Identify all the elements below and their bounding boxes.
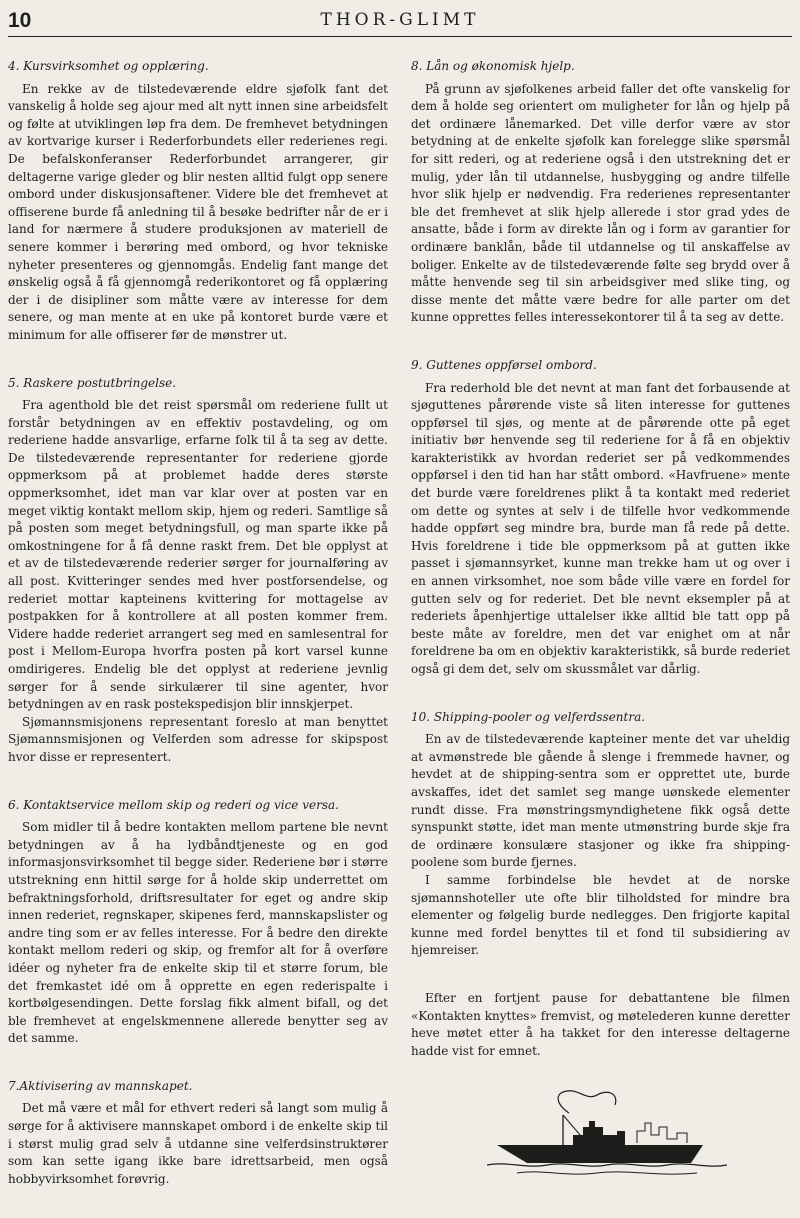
paragraph: En av de tilstedeværende kapteiner mente det var uheldig at avmønstrede ble gående å slenge i fremmede havner, og hevdet at de shipping-sentra som er opprettet ute, burde avskaffes, idet det samlet seg mange uønskede elementer rundt disse. Fra mønstringsmyndighetene fikk også dette synspunkt støtte, idet man mente utmønstring burde skje fra de ordinære konsulære stasjoner og ikke fra shipping-poolene som burde fjernes. [411,732,790,870]
page-header [8,6,792,37]
page-number: 10 [8,9,32,32]
paragraph: På grunn av sjøfolkenes arbeid faller det ofte vanskelig for dem å holde seg orientert om muligheter for lån og hjelp på det ordinære lånemarked. Det ville derfor være av stor betydning at de enkelte sjøfolk kan forelegge slike spørsmål for sitt rederi, og at rederiene også i den utstrekning det er mulig, yder lån til utdannelse, husbygging og andre tilfelle hvor slik hjelp er nødvendig. Fra rederienes representanter ble det fremhevet at slik hjelp allerede i stor grad ydes de ansatte, både i form av direkte lån og i form av garantier for ordinære banklån, både til utdannelse og til anskaffelse av boliger. Enkelte av de tilstedeværende følte seg brydd over å måtte henvende seg til sin arbeidsgiver med slike ting, og disse mente det måtte være bedre for alle parter om det kunne opprettes felles interessekontorer til å ta seg av dette. [411,81,790,325]
section-heading: 4. Kursvirksomhet og opplæring. [8,59,209,73]
section-heading: 10. Shipping-pooler og velferdssentra. [411,709,646,724]
paragraph: Sjømannsmisjonens representant foreslo at man benyttet Sjømannsmisjonen og Velferden som adresse for skipspost hvor disse er representert. [8,714,388,764]
paragraph: Som midler til å bedre kontakten mellom partene ble nevnt betydningen av å ha lydbåndtjeneste og en god informasjonsvirksomhet til begge sider. Rederiene bør i større utstrekning enn hittil sørge for å holde skip underrettet om befraktningsforhold, driftsresultater for eget og andre skip innen rederiet, regnskaper, skipenes ferd, mannskapslister og andre ting som er av felles interesse. For å bedre den direkte kontakt mellom rederi og skip, og fremfor alt for å overføre idéer og nyheter fra de enkelte skip til et større forum, ble det fremkastet idé om å opprette en egen rederispalte i kortbølgesendingen. Dette forslag fikk alment bifall, og det ble fremhevet at engelskmennene allerede benytter seg av det samme. [8,820,388,1046]
right-column [411,58,790,1090]
section-kursvirksomhet [8,58,388,345]
section-heading: 5. Raskere postutbringelse. [8,375,177,390]
section-laan [411,58,790,327]
section-postutbringelse [8,375,388,767]
paragraph: I samme forbindelse ble hevdet at de norske sjømannshoteller ute ofte blir tilholdsted for mindre bra elementer og følgelig burde nedlegges. Den frigjorte kapital kunne med fordel benyttes til et fond til subsidiering av hjemreiser. [411,872,790,958]
ship-illustration-icon [487,1083,727,1183]
journal-title: THOR-GLIMT [320,10,480,30]
section-guttenes-oppforsel [411,357,790,679]
paragraph: En rekke av de tilstedeværende eldre sjøfolk fant det vanskelig å holde seg ajour med alt nytt innen sine arbeidsfelt og følte at utviklingen løp fra dem. De fremhevet betydningen av kortvarige kurser i Rederforbundets eller rederienes regi. De befalskonferanser Rederforbundet arrangerer, gir deltagerne varige gleder og blir nesten alltid fulgt opp senere ombord under diskusjonsaftener. Videre ble det fremhevet at offiserene burde få anledning til å besøke bedrifter når de er i land for nærmere å studere produksjonen av materiell de senere kommer i berøring med ombord, og hvor tekniske nyheter presenteres og gjennomgås. Endelig fant mange det ønskelig også å få gjennomgå rederikontoret og få opplæring der i de disipliner som måtte være av interesse for dem senere, og man mente at en uke på kontoret burde være et minimum for alle offiserer før de mønstrer ut. [8,81,388,342]
paragraph: Det må være et mål for ethvert rederi så langt som mulig å sørge for å aktivisere mannskapet ombord i de enkelte skip til i størst mulig grad selv å utdanne sine velferdsinstruktører som kan sette igang ikke bare idrettsarbeid, men også hobbyvirksomhet forøvrig. [8,1101,388,1186]
left-column [8,58,388,1218]
section-aktivisering [8,1078,388,1189]
paragraph: Fra agenthold ble det reist spørsmål om rederiene fullt ut forstår betydningen av en effektiv postavdeling, og om rederiene hadde ansvarlige, erfarne folk til å ta seg av dette. De tilstedeværende representanter for rederiene gjorde oppmerksom på at problemet hadde deres største oppmerksomhet, idet man var klar over at posten var en meget viktig kontakt mellom skip, hjem og rederi. Samtlige så på posten som meget betydningsfull, og man sparte ikke på omkostningene for å få denne raskt frem. Det ble opplyst at et av de tilstedeværende rederier sørger for journalføring av all post. Kvitteringer sendes med hver postforsendelse, og rederiet mottar kapteinens kvittering for mottagelse av postpakken for å kontrollere at all posten kommer frem. Videre hadde rederiet arrangert seg med en samlesentral for post i Mellom-Europa hvorfra posten på kort varsel kunne omdirigeres. Endelig ble det opplyst at rederiene jevnlig sørger for å sende sirkulærer til sine agenter, hvor betydningen av en rask postekspedisjon blir innskjerpet. [8,398,388,712]
closing-paragraph: Efter en fortjent pause for debattantene ble filmen «Kontakten knyttes» fremvist, og møtelederen kunne deretter heve møtet etter å ha takket for den interesse deltagerne hadde vist for emnet. [411,990,790,1058]
section-closing [411,990,790,1060]
paragraph: Fra rederhold ble det nevnt at man fant det forbausende at sjøguttenes pårørende viste så liten interesse for guttenes oppførsel til sjøs, og mente at de pårørende otte på eget initiativ bør henvende seg til rederiene for å få en objektiv karakteristikk av hvordan rederiet ser på vedkommendes oppførsel i den tid han har stått ombord. «Havfruene» mente det burde være foreldrenes plikt å ta kontakt med rederiet om dette og syntes at selv i de tilfelle hvor vedkommende hadde oppført seg mindre bra, burde man få rede på dette. Hvis foreldrene i tide ble oppmerksom på at gutten ikke passet i sjømannsyrket, kunne man trekke ham ut og over i en annen virksomhet, noe som både ville være en fordel for gutten selv og for rederiet. Det ble nevnt eksempler på at rederiets åpenhjertige uttalelser ikke alltid ble tatt opp på beste måte av foreldre, men det var enighet om at når foreldrene ba om en objektiv karakteristikk, så burde rederiet også gi dem det, selv om skussmålet var dårlig. [411,380,790,676]
section-shipping-pooler [411,709,790,960]
section-heading: 7.Aktivisering av mannskapet. [8,1078,193,1093]
section-kontaktservice [8,797,388,1048]
section-heading: 6. Kontaktservice mellom skip og rederi og vice versa. [8,797,339,812]
section-heading: 9. Guttenes oppførsel ombord. [411,357,597,372]
section-heading: 8. Lån og økonomisk hjelp. [411,59,575,73]
